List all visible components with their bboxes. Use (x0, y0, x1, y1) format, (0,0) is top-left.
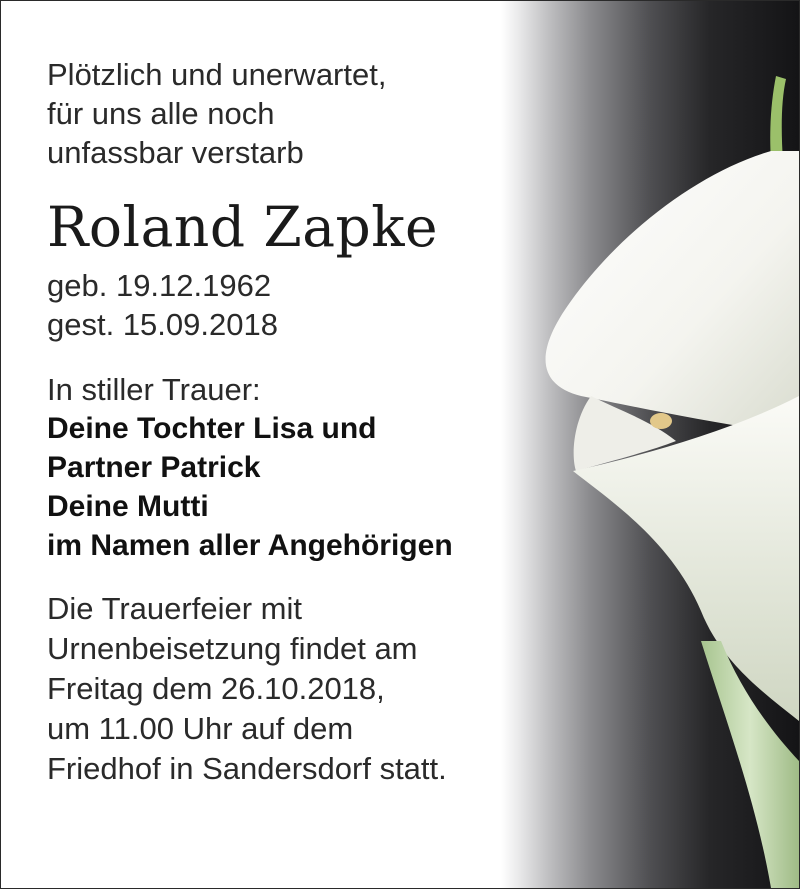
birth-date: geb. 19.12.1962 (47, 268, 272, 303)
intro-line: für uns alle noch (47, 96, 275, 131)
ceremony-line: Die Trauerfeier mit (47, 591, 302, 626)
obituary-text (47, 55, 507, 789)
mourner-line: im Namen aller Angehörigen (47, 529, 453, 562)
ceremony-line: Urnenbeisetzung findet am (47, 631, 418, 666)
mourner-line: Deine Tochter Lisa und (47, 412, 377, 445)
death-date: gest. 15.09.2018 (47, 307, 278, 342)
life-dates (47, 266, 507, 344)
mourners-section (47, 370, 507, 565)
ceremony-details (47, 589, 507, 789)
mourning-intro: In stiller Trauer: (47, 372, 261, 407)
ceremony-line: Freitag dem 26.10.2018, (47, 671, 385, 706)
calla-lily-image (501, 1, 799, 888)
deceased-name: Roland Zapke (47, 195, 439, 259)
intro-line: Plötzlich und unerwartet, (47, 57, 387, 92)
mourner-line: Partner Patrick (47, 451, 261, 484)
mourner-line: Deine Mutti (47, 490, 209, 523)
intro-text (47, 55, 507, 172)
intro-line: unfassbar verstarb (47, 135, 304, 170)
ceremony-line: um 11.00 Uhr auf dem (47, 711, 354, 746)
ceremony-line: Friedhof in Sandersdorf statt. (47, 751, 447, 786)
calla-lily-icon (501, 1, 799, 888)
